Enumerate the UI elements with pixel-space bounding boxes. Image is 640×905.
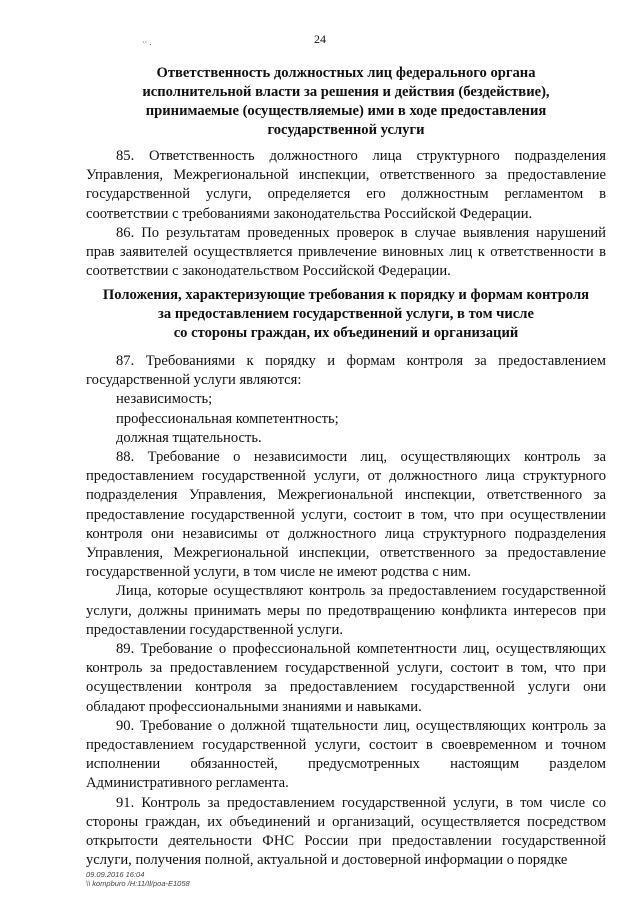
- heading-line: принимаемые (осуществляемые) ими в ходе предоставления: [145, 103, 547, 119]
- footer-timestamp: 09.09.2016 16:04: [86, 870, 145, 879]
- section2-body: [86, 352, 606, 870]
- scan-speck: ·· .: [142, 38, 152, 47]
- paragraph-91: 91. Контроль за предоставлением государственной услуги, в том числе со стороны граждан, их объединений и организаций, осуществляется посредством открытости деятельности ФНС России при предоставлении государственной услуги, получения полной, актуальной и достоверной информации о порядке: [86, 794, 606, 869]
- paragraph-85: 85. Ответственность должностного лица структурного подразделения Управления, Межрегиональной инспекции, ответственного за предоставление государственной услуги, определяется его должностным регламентом в соответствии с требованиями законодательства Российской Федерации.: [86, 148, 606, 222]
- paragraph-86: 86. По результатам проведенных проверок в случае выявления нарушений прав заявителей осуществляется привлечение виновных лиц к ответственности в соответствии с законодательством Российской Федерации.: [86, 224, 606, 280]
- heading-line: Положения, характеризующие требования к порядку и формам контроля: [102, 287, 590, 303]
- list-item-independence: независимость;: [116, 391, 213, 408]
- heading-line: за предоставлением государственной услуги, в том числе: [158, 306, 534, 322]
- paragraph-88: 88. Требование о независимости лиц, осуществляющих контроль за предоставлением государственной услуги, от должностного лица структурного подразделения Управления, Межрегиональной инспекции, ответственного за предоставление государственной услуги, состоит в том, что при осуществлении контроля они независимы от должностного лица структурного подразделения Управления, Межрегиональной инспекции, ответственного за предоставление государственной услуги, в том числе не имеют родства с ним.: [86, 449, 606, 581]
- heading-line: исполнительной власти за решения и действия (бездействие),: [142, 84, 550, 100]
- list-item-competence: профессиональная компетентность;: [116, 410, 339, 427]
- paragraph-87: 87. Требованиями к порядку и формам контроля за предоставлением государственной услуги являются:: [86, 353, 606, 389]
- heading-line: со стороны граждан, их объединений и организаций: [173, 325, 519, 341]
- document-footer: [86, 870, 190, 888]
- paragraph-89: 89. Требование о профессиональной компетентности лиц, осуществляющих контроль за предоставлением государственной услуги, состоит в том, что при осуществлении контроля за предоставлением государственной услуги они обладают профессиональными знаниями и навыками.: [86, 641, 606, 715]
- heading-line: Ответственность должностных лиц федерального органа: [156, 65, 536, 81]
- section-heading-control: [86, 286, 606, 343]
- heading-line: государственной услуги: [267, 122, 425, 138]
- paragraph-90: 90. Требование о должной тщательности лиц, осуществляющих контроль за предоставлением государственной услуги, состоит в своевременном и точном исполнении обязанностей, предусмотренных настоящим разделом Административного регламента.: [86, 717, 606, 792]
- footer-file-path: \\ kompburo /H:11/Il/poa-E1058: [86, 879, 190, 888]
- paragraph-88-persons: Лица, которые осуществляют контроль за предоставлением государственной услуги, должны принимать меры по предотвращению конфликта интересов при предоставлении государственной услуги.: [86, 583, 606, 638]
- page-number: 24: [314, 32, 326, 46]
- list-item-diligence: должная тщательность.: [116, 429, 262, 446]
- section1-body: [86, 147, 606, 281]
- section-heading-responsibility: [86, 64, 606, 140]
